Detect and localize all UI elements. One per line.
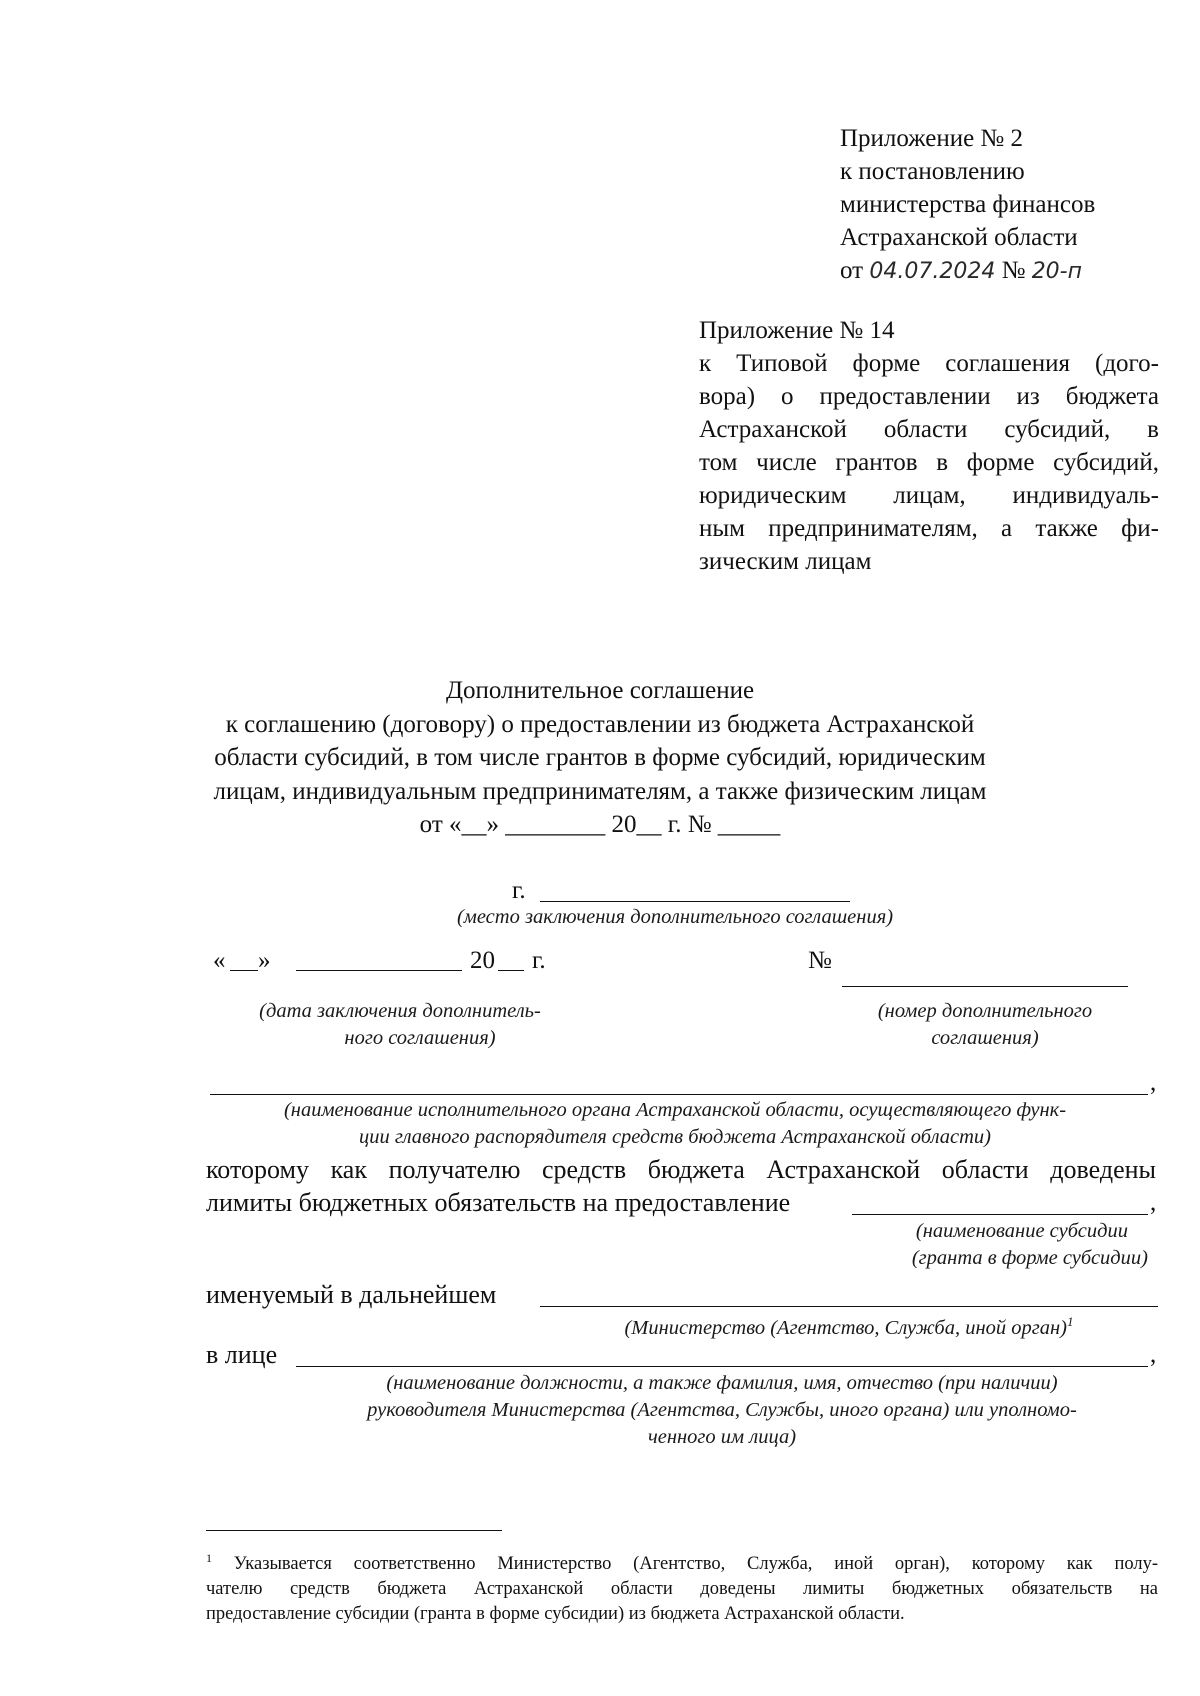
head-caption — [286, 1370, 1158, 1451]
number-sign: № — [1001, 257, 1026, 284]
attachment-2-block — [840, 122, 1170, 288]
place-blank[interactable] — [540, 901, 850, 902]
footnote-ref: 1 — [1067, 1314, 1074, 1329]
head-comma: , — [1150, 1341, 1157, 1368]
body-line: которому как получателю средств бюджета Астраханской области доведены — [206, 1155, 1156, 1184]
attachment-2-date-line — [840, 254, 1170, 288]
heading-line: к соглашению (договору) о предоставлении из бюджета Астраханской — [225, 710, 975, 738]
body-line: лимиты бюджетных обязательств на предоставление — [206, 1188, 791, 1217]
date-open-quote: « — [213, 947, 226, 974]
head-caption-line: (наименование должности, а также фамилия, имя, отчество (при наличии) — [386, 1372, 1058, 1394]
place-prefix: г. — [512, 877, 526, 904]
attachment-14-line: к Типовой форме соглашения (дого- — [699, 350, 1159, 377]
attachment-14-line: ным предпринимателям, а также фи- — [699, 515, 1159, 542]
heading-title: Дополнительное соглашение — [445, 677, 755, 704]
document-heading — [160, 674, 1040, 842]
subsidy-caption-line: (наименование субсидии — [915, 1220, 1128, 1242]
head-blank[interactable] — [296, 1366, 1148, 1367]
handwritten-number: 20-п — [1031, 259, 1083, 284]
organ-caption-line: ции главного распорядителя средств бюджета Астраханской области) — [359, 1126, 991, 1148]
footnote-mark: 1 — [206, 1551, 212, 1565]
organ-caption — [200, 1097, 1150, 1151]
subsidy-comma: , — [1150, 1189, 1157, 1216]
date-month-blank[interactable] — [296, 970, 462, 971]
attachment-14-line: вора) о предоставлении из бюджета — [699, 383, 1159, 410]
attachment-2-line: Астраханской области — [840, 224, 1078, 251]
date-year-suffix: г. — [532, 947, 546, 974]
ministry-caption — [540, 1308, 1158, 1342]
subsidy-caption-line: (гранта в форме субсидии) — [911, 1247, 1148, 1269]
footnote — [206, 1546, 1158, 1627]
hereinafter-label: именуемый в дальнейшем — [206, 1280, 497, 1309]
ministry-caption-text: (Министерство (Агентство, Служба, иной орган) — [624, 1316, 1067, 1339]
attachment-14-line: юридическим лицам, индивидуаль- — [699, 482, 1159, 509]
heading-line: лицам, индивидуальным предпринимателям, а также физическим лицам — [213, 777, 987, 805]
attachment-2-line: к постановлению — [840, 158, 1025, 185]
ministry-blank[interactable] — [540, 1306, 1158, 1307]
date-close-quote: » — [258, 947, 271, 974]
date-day-blank[interactable] — [230, 970, 258, 971]
handwritten-date: 04.07.2024 — [869, 259, 996, 284]
head-caption-line: руководителя Министерства (Агентства, Службы, иного органа) или уполномо- — [367, 1399, 1077, 1421]
date-caption-line: ного соглашения) — [344, 1027, 496, 1049]
head-caption-line: ченного им лица) — [647, 1426, 797, 1448]
attachment-14-line: Астраханской области субсидий, в — [699, 416, 1159, 443]
number-caption-line: соглашения) — [931, 1027, 1039, 1049]
attachment-14-line: том числе грантов в форме субсидий, — [699, 449, 1159, 476]
number-caption-line: (номер дополнительного — [877, 1000, 1093, 1022]
footnote-line — [206, 1546, 1158, 1577]
date-caption — [210, 998, 590, 1052]
place-caption: (место заключения дополнительного соглашения) — [456, 906, 894, 928]
date-year-blank[interactable] — [498, 970, 524, 971]
heading-date-line: от «__» ________ 20__ г. № _____ — [419, 811, 781, 838]
attachment-14-block — [699, 314, 1159, 578]
heading-line: области субсидий, в том числе грантов в форме субсидий, юридическим — [214, 744, 986, 771]
footnote-separator — [206, 1530, 502, 1531]
footnote-line: чателю средств бюджета Астраханской области доведены лимиты бюджетных обязательств на — [206, 1579, 1158, 1600]
subsidy-caption — [852, 1218, 1148, 1272]
attachment-2-title: Приложение № 2 — [840, 125, 1024, 152]
organ-blank[interactable] — [210, 1094, 1148, 1095]
date-caption-line: (дата заключения дополнитель- — [259, 1000, 541, 1022]
represented-label: в лице — [206, 1340, 278, 1369]
footnote-line-text: Указывается соответственно Министерство (Агентство, Служба, иной орган), которому как полу- — [233, 1554, 1158, 1575]
footnote-line: предоставление субсидии (гранта в форме субсидии) из бюджета Астраханской области. — [206, 1604, 905, 1625]
number-sign: № — [808, 947, 832, 974]
date-year-prefix: 20 — [470, 947, 495, 974]
subsidy-blank[interactable] — [852, 1214, 1148, 1215]
organ-caption-line: (наименование исполнительного органа Астраханской области, осуществляющего функ- — [283, 1099, 1067, 1121]
attachment-14-title: Приложение № 14 — [699, 317, 895, 344]
organ-comma: , — [1150, 1069, 1157, 1096]
number-caption — [842, 998, 1128, 1052]
date-prefix: от — [840, 257, 864, 284]
number-blank[interactable] — [842, 986, 1128, 987]
attachment-2-line: министерства финансов — [840, 191, 1096, 218]
attachment-14-line: зическим лицам — [699, 548, 872, 575]
